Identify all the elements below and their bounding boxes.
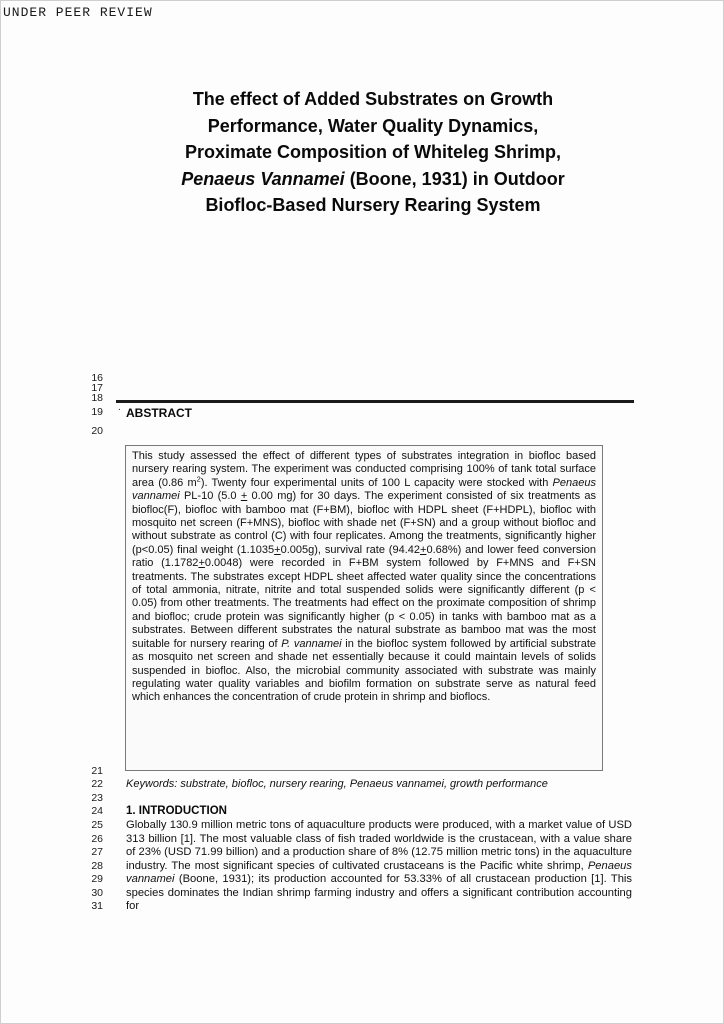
title-line-4 bbox=[113, 166, 633, 193]
line-number-17: 17 bbox=[91, 382, 103, 394]
line-number-28: 28 bbox=[91, 860, 103, 872]
keywords-line: Keywords: substrate, biofloc, nursery rearing, Penaeus vannamei, growth performance bbox=[126, 778, 548, 790]
species-name-introduction: Penaeus vannamei bbox=[126, 859, 632, 885]
line-number-31: 31 bbox=[91, 900, 103, 912]
line-number-18: 18 bbox=[91, 392, 103, 404]
abstract-segment: 0.005g), survival rate (94.42 bbox=[280, 543, 421, 556]
line-number-26: 26 bbox=[91, 833, 103, 845]
species-abbrev-abstract: P. vannamei bbox=[281, 637, 342, 650]
stray-period: . bbox=[118, 402, 121, 413]
abstract-segment: This study assessed the effect of different types of substrates integration in biofloc based nursery rearing system. The experiment was conducted comprising 100% of tank total surface area (0.86 m bbox=[132, 450, 596, 489]
line-number-27: 27 bbox=[91, 846, 103, 858]
abstract-segment: ). Twenty four experimental units of 100 L capacity were stocked with bbox=[200, 476, 553, 489]
introduction-text bbox=[126, 819, 632, 914]
line-number-19: 19 bbox=[91, 406, 103, 418]
abstract-segment: 0.00 mg) for 30 days. The experiment consisted of six treatments as biofloc(F), biofloc with bamboo mat (F+BM), biofloc with HDPL sheet (F+HDPL), biofloc with mosquito net screen (F+MNS), biofloc with shade net (F+SN) and a group without biofloc and without substrate as control (C) with four replicates. Among the treatments, significantly higher (p<0.05) final weight (1.1035 bbox=[132, 490, 596, 556]
introduction-segment: Globally 130.9 million metric tons of aquaculture products were produced, with a market value of USD 313 billion [1]. The most valuable class of fish traded worldwide is the crustacean, with a value share of 23% (USD 71.99 billion) and a production share of 8% (12.75 million metric tons) in the aquaculture industry. The most significant species of cultivated crustaceans is the Pacific white shrimp, bbox=[126, 819, 632, 872]
line-number-24: 24 bbox=[91, 805, 103, 817]
abstract-box bbox=[125, 445, 603, 771]
line-number-20: 20 bbox=[91, 425, 103, 437]
introduction-heading: 1. INTRODUCTION bbox=[126, 805, 227, 817]
line-number-23: 23 bbox=[91, 792, 103, 804]
line-number-16: 16 bbox=[91, 372, 103, 384]
paper-title bbox=[113, 86, 633, 219]
superscript-2: 2 bbox=[196, 474, 201, 484]
abstract-text bbox=[132, 450, 596, 705]
line-number-29: 29 bbox=[91, 873, 103, 885]
plus-minus-sign: + bbox=[420, 543, 427, 556]
peer-review-watermark: UNDER PEER REVIEW bbox=[3, 5, 153, 20]
plus-minus-sign: + bbox=[198, 557, 205, 570]
line-number-30: 30 bbox=[91, 887, 103, 899]
abstract-segment: PL-10 (5.0 bbox=[179, 490, 241, 503]
title-line-4-rest: (Boone, 1931) in Outdoor bbox=[344, 168, 565, 189]
abstract-segment: in the biofloc system followed by artificial substrate as mosquito net screen and shade net essentially because it could maintain levels of solids suspended in biofloc. Also, the microbial community associated with substrate was mainly regulating water quality variables and biofilm formation on substrate serve as natural feed which enhances the concentration of crude protein in shrimp and bioflocs. bbox=[132, 637, 596, 704]
title-line-3: Proximate Composition of Whiteleg Shrimp, bbox=[184, 142, 562, 162]
title-line-5: Biofloc-Based Nursery Rearing System bbox=[205, 195, 541, 215]
section-divider-rule bbox=[116, 400, 634, 403]
line-number-21: 21 bbox=[91, 765, 103, 777]
abstract-segment: 0.68%) and lower feed conversion ratio (1.1782 bbox=[132, 543, 597, 570]
plus-minus-sign: + bbox=[240, 490, 248, 503]
species-name-abstract: Penaeus vannamei bbox=[132, 476, 596, 503]
line-number-25: 25 bbox=[91, 819, 103, 831]
abstract-segment: 0.0048) were recorded in F+BM system followed by F+MNS and F+SN treatments. The substrates except HDPL sheet affected water quality since the concentrations of total ammonia, nitrate, nitrite and total suspended solids were significantly different (p < 0.05) from other treatments. The treatments had effect on the proximate composition of shrimp and biofloc; crude protein was significantly higher (p < 0.05) in tanks with bamboo mat as a substrates. Between different substrates the natural substrate as bamboo mat was the most suitable for nursery rearing of bbox=[132, 557, 597, 650]
species-name-title: Penaeus Vannamei bbox=[181, 168, 345, 189]
title-line-2: Performance, Water Quality Dynamics, bbox=[207, 115, 539, 136]
introduction-segment: (Boone, 1931); its production accounted for 53.33% of all crustacean production [1]. This species dominates the Indian shrimp farming industry and offers a significant contribution accounting for bbox=[126, 873, 632, 912]
plus-minus-sign: + bbox=[274, 543, 281, 556]
title-line-1: The effect of Added Substrates on Growth bbox=[192, 89, 554, 109]
line-number-22: 22 bbox=[91, 778, 103, 790]
abstract-heading: ABSTRACT bbox=[126, 406, 192, 420]
